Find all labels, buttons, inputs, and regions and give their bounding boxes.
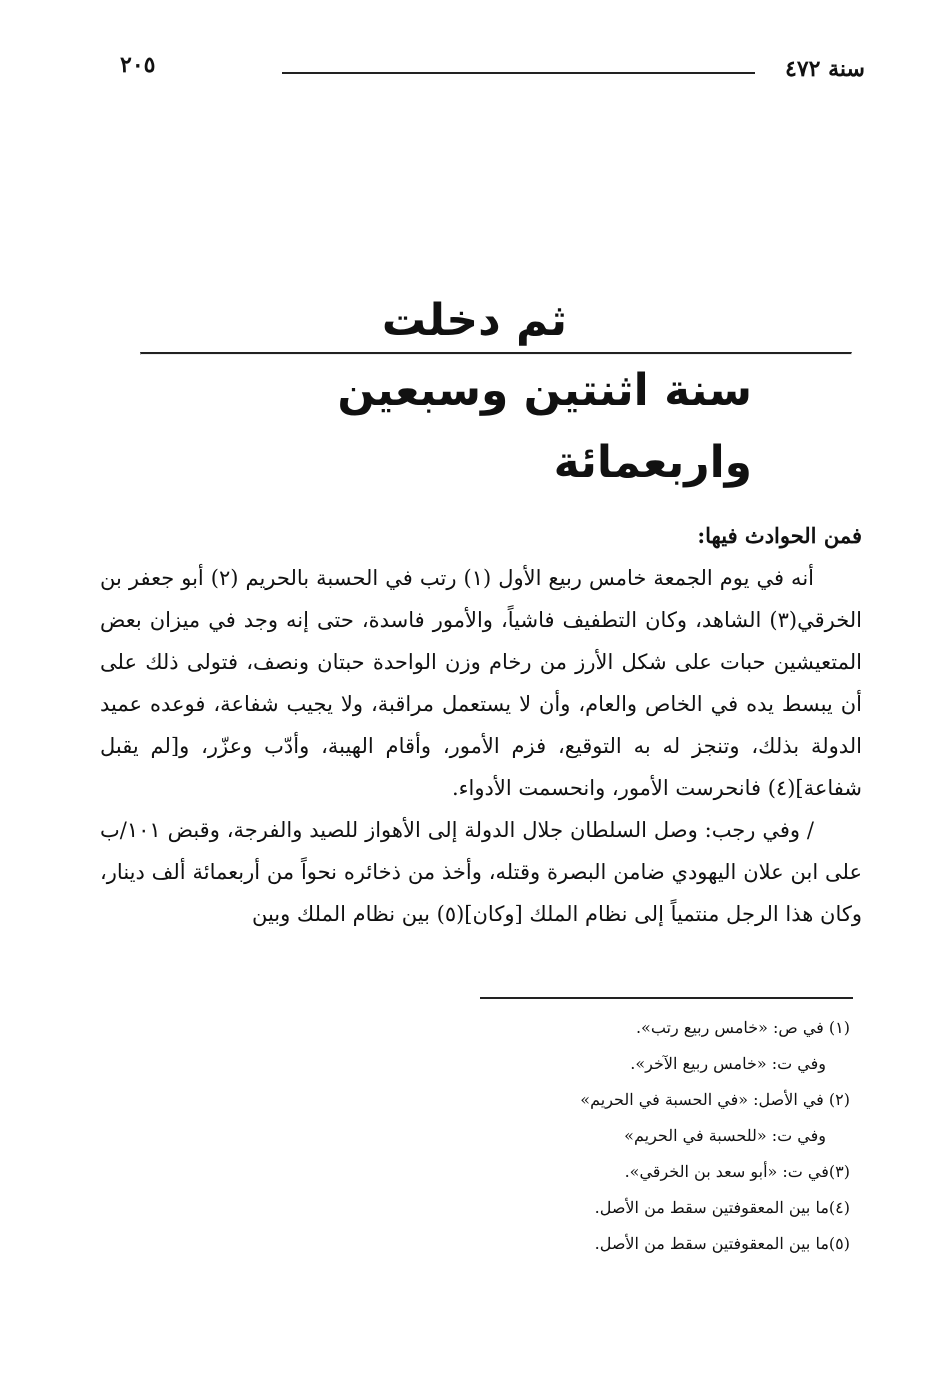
page-number: ٢٠٥: [120, 52, 156, 78]
paragraph-1: أنه في يوم الجمعة خامس ربيع الأول (١) رتب في الحسبة بالحريم (٢) أبو جعفر بن الخرقي(٣) الشاهد، وكان التطفيف فاشياً، والأمور فاسدة، حتى إنه وجد في ميزان بعض المتعيشين حبات على شكل الأرز من رخام وزن الواحدة حبتان ونصف، فتولى ذلك على أن يبسط يده في الخاص والعام، وأن لا يستعمل مراقبة، ولا يجيب شفاعة، فوعده عميد الدولة بذلك، وتنجز له به التوقيع، فزم الأمور، وأقام الهيبة، وأدّب وعزّر، و[لم يقبل شفاعة](٤) فانحرست الأمور، وانحسمت الأدواء.: [100, 566, 862, 800]
footnote-rule: [480, 997, 853, 999]
footnote-5: (٥)ما بين المعقوفتين سقط من الأصل.: [594, 1234, 850, 1253]
paragraph-2: / وفي رجب: وصل السلطان جلال الدولة إلى الأهواز للصيد والفرجة، وقبض ١٠١/ب على ابن علان اليهودي ضامن البصرة وقتله، وأخذ من ذخائره نحواً من أربعمائة ألف دينار، وكان هذا الرجل منتمياً إلى نظام الملك [وكان](٥) بين نظام الملك وبين: [100, 818, 862, 926]
footnote-4: (٤)ما بين المعقوفتين سقط من الأصل.: [594, 1198, 850, 1217]
header-rule: [282, 72, 755, 74]
title-line-2: سنة اثنتين وسبعين واربعمائة: [337, 365, 752, 488]
title-line-1: ثم دخلت: [381, 295, 567, 346]
footnote-3: (٣)في ت: «أبو سعد بن الخرقي».: [624, 1162, 850, 1181]
page-header: [110, 52, 865, 92]
footnote-1: (١) في ص: «خامس ربيع رتب».: [635, 1018, 850, 1037]
footnote-2-variant: وفي ت: «للحسبة في الحريم»: [624, 1126, 826, 1145]
section-intro: فمن الحوادث فيها:: [697, 523, 862, 548]
running-head-year: سنة ٤٧٢: [785, 56, 865, 82]
footnote-1-variant: وفي ت: «خامس ربيع الآخر».: [630, 1054, 826, 1073]
chapter-title: [140, 290, 852, 499]
footnote-2: (٢) في الأصل: «في الحسبة في الحريم»: [580, 1090, 850, 1109]
body-text: [100, 515, 862, 935]
footnotes: [430, 1010, 850, 1262]
